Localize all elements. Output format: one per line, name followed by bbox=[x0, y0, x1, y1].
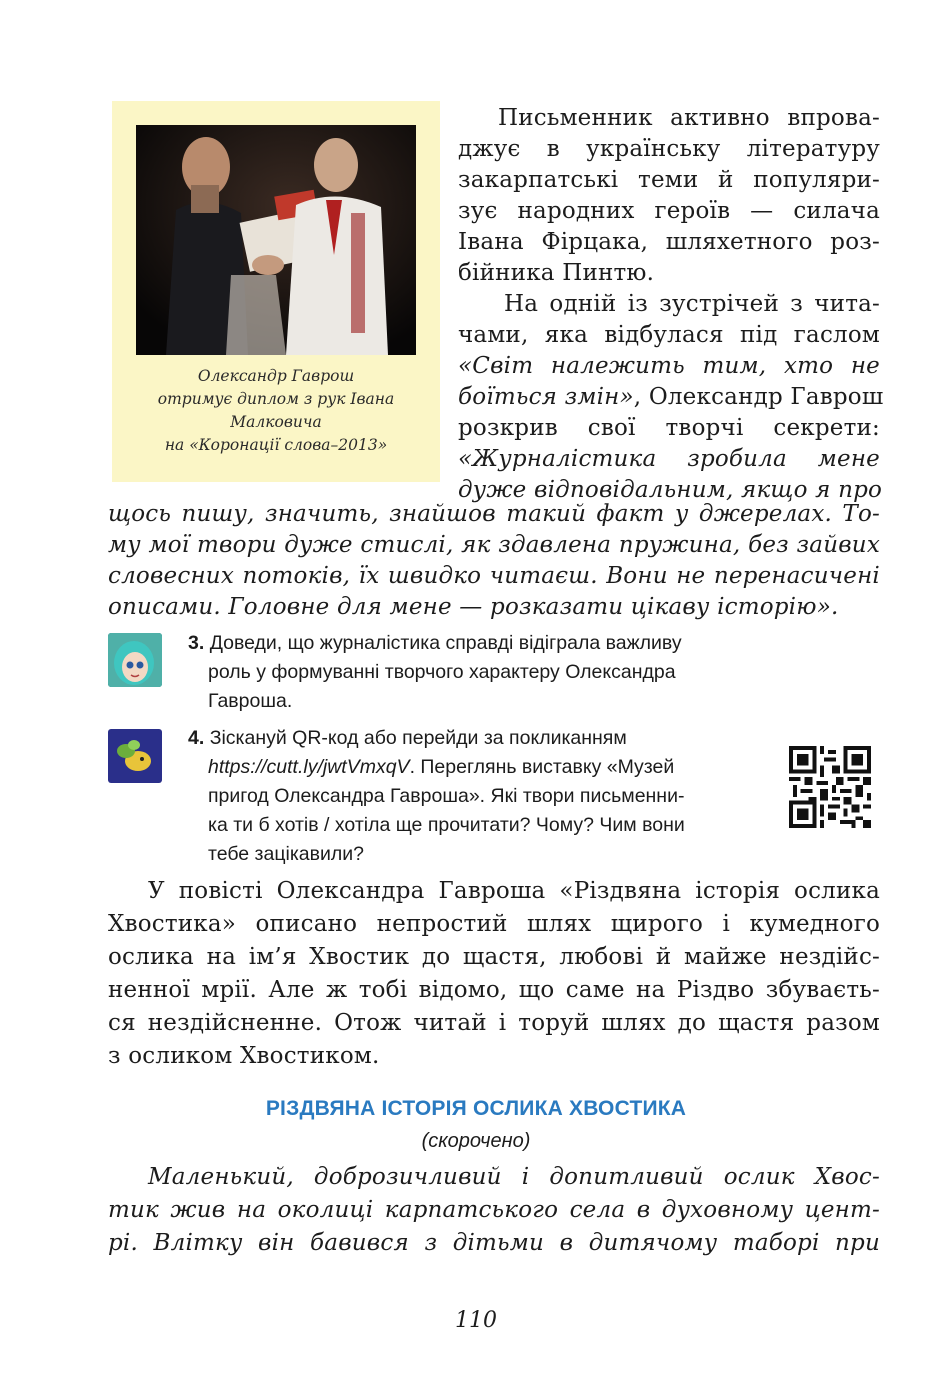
qr-link[interactable]: https://cutt.ly/jwtVmxqV bbox=[208, 756, 410, 778]
text-line: «Світ належить тим, хто не bbox=[458, 353, 880, 379]
text-line: Маленький, доброзичливий і допитливий ослик Хвос- bbox=[148, 1164, 880, 1190]
task-line bbox=[188, 724, 685, 753]
text-line: тик жив на околиці карпатського села в духовному цент- bbox=[108, 1197, 880, 1223]
caption-line: Малковича bbox=[230, 413, 322, 431]
task-line: тебе зацікавили? bbox=[208, 843, 365, 865]
task-line: ка ти б хотів / хотіла ще прочитати? Чому? Чим вони bbox=[208, 814, 685, 836]
text-line: бійника Пинтю. bbox=[458, 260, 655, 286]
task-text: . Переглянь виставку «Музей bbox=[409, 756, 675, 778]
caption-line: Олександр Гаврош bbox=[197, 367, 355, 385]
text-line: з осликом Хвостиком. bbox=[108, 1043, 380, 1069]
task-number: 3. bbox=[188, 632, 205, 654]
text-line: словесних потоків, їх швидко читаєш. Вони не перенасичені bbox=[108, 563, 880, 589]
task-line: Гавроша. bbox=[208, 690, 293, 712]
text-line: Івана Фірцака, шляхетного роз- bbox=[458, 229, 880, 255]
task-line bbox=[188, 753, 685, 782]
text-line: У повісті Олександра Гаврошa «Різдвяна історія ослика bbox=[148, 878, 880, 904]
girl-character-icon bbox=[108, 633, 162, 687]
text-line: дуже відповідальним, якщо я про bbox=[458, 477, 883, 503]
text-line: му мої твори дуже стислі, як здавлена пружина, без зайвих bbox=[108, 532, 880, 558]
text-line: ослика на ім’я Хвостик до щастя, любові й майже нездійс- bbox=[108, 944, 880, 970]
photo-caption-box bbox=[112, 101, 440, 482]
text-line: На одній із зустрічей з чита- bbox=[504, 291, 880, 317]
task-number: 4. bbox=[188, 727, 205, 749]
task-text: Зіскануй QR-код або перейди за покликанням bbox=[209, 727, 627, 749]
text-line: закарпатські теми й популяри- bbox=[458, 167, 880, 193]
author-receiving-diploma-photo bbox=[136, 125, 416, 355]
photo-caption bbox=[112, 365, 440, 457]
text-line: Письменник активно впрова- bbox=[498, 105, 880, 131]
task-text: Доведи, що журналістика справді відіграла важливу bbox=[209, 632, 682, 654]
text-line: розкрив свої творчі секрети: bbox=[458, 415, 880, 441]
page-number: 110 bbox=[455, 1308, 497, 1333]
quote-fragment: боїться змін» bbox=[458, 384, 634, 410]
photo-illustration bbox=[136, 125, 416, 355]
caption-line: на «Коронації слова–2013» bbox=[164, 436, 388, 454]
text-line bbox=[458, 382, 884, 413]
text-fragment: , Олександр Гаврош bbox=[633, 384, 884, 410]
text-line: ненної мрії. Але ж тобі відомо, що саме на Різдво збуваєть- bbox=[108, 977, 880, 1003]
task-line: пригод Олександра Гавроша». Які твори письменни- bbox=[208, 785, 685, 807]
text-line: «Журналістика зробила мене bbox=[458, 446, 880, 472]
text-line: Хвостика» описано непростий шлях щирого і кумедного bbox=[108, 911, 880, 937]
text-line: щось пишу, значить, знайшов такий факт у джерелах. То- bbox=[108, 501, 880, 527]
task-line: роль у формуванні творчого характеру Олександра bbox=[208, 661, 676, 683]
story-subtitle: (скорочено) bbox=[421, 1130, 531, 1152]
task-4 bbox=[188, 724, 685, 869]
text-line: описами. Головне для мене — розказати цікаву історію». bbox=[108, 594, 839, 620]
text-line: рі. Влітку він бавився з дітьми в дитячому таборі при bbox=[108, 1230, 880, 1256]
text-line: джує в українську літературу bbox=[458, 136, 880, 162]
story-title: РІЗДВЯНА ІСТОРІЯ ОСЛИКА ХВОСТИКА bbox=[265, 1097, 687, 1120]
task-3 bbox=[188, 629, 682, 716]
text-line: чами, яка відбулася під гаслом bbox=[458, 322, 880, 348]
qr-code-icon[interactable] bbox=[789, 746, 871, 828]
bee-character-icon bbox=[108, 729, 162, 783]
task-line bbox=[188, 629, 682, 658]
caption-line: отримує диплом з рук Івана bbox=[157, 390, 395, 408]
text-line: зує народних героїв — силача bbox=[458, 198, 880, 224]
text-line: ся нездійсненне. Отож читай і торуй шлях до щастя разом bbox=[108, 1010, 880, 1036]
